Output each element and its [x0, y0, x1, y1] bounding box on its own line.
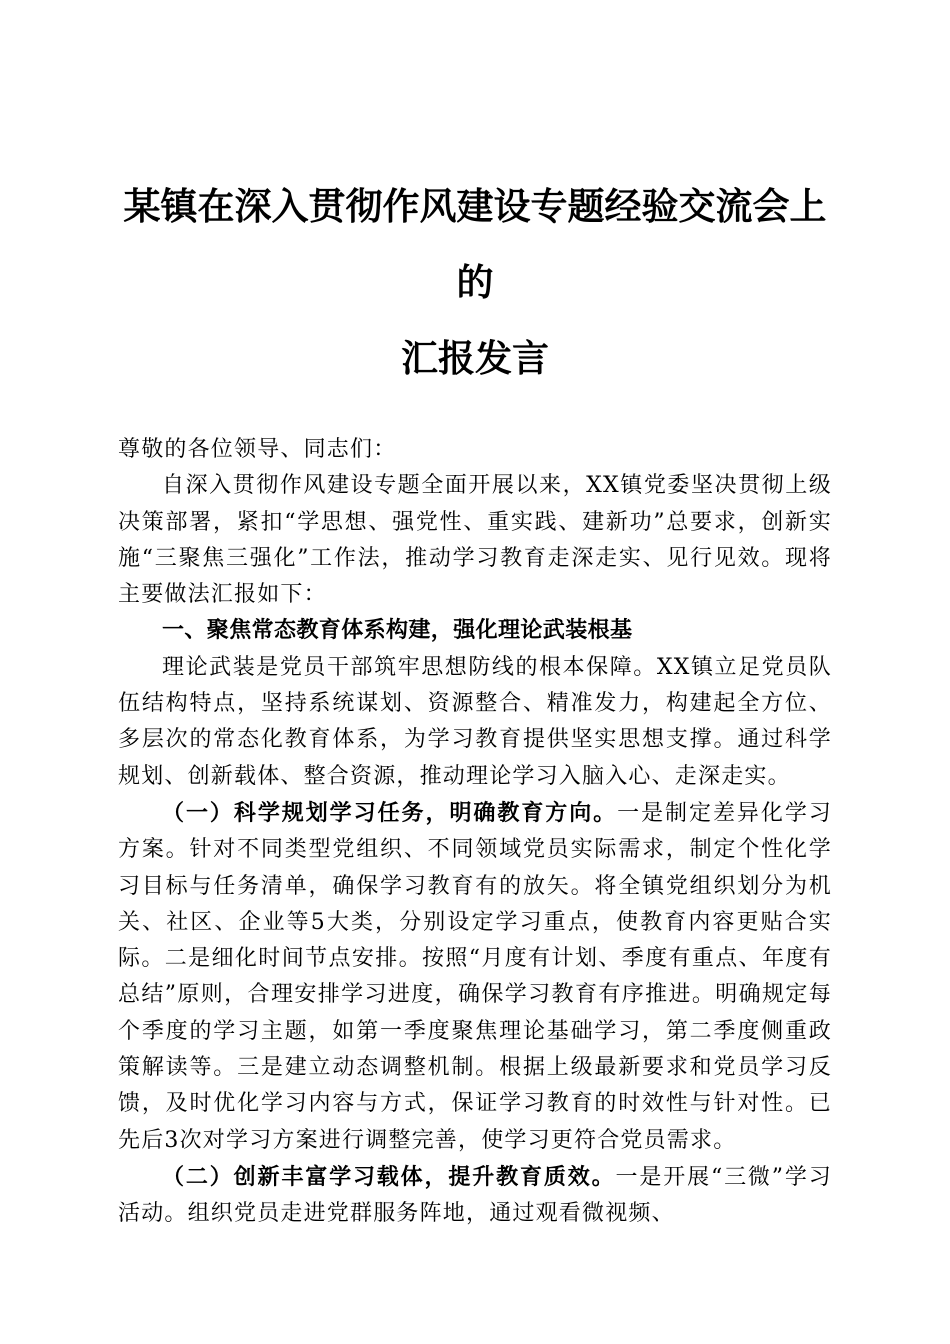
document-body: [118, 432, 832, 1233]
section-1-heading: 一、聚焦常态教育体系构建，强化理论武装根基: [162, 618, 633, 644]
item-1-paragraph: [118, 795, 832, 1159]
item-2-paragraph: [118, 1159, 832, 1233]
item-2-title: （二）创新丰富学习载体，提升教育质效。: [162, 1163, 616, 1190]
intro-paragraph: 自深入贯彻作风建设专题全面开展以来，XX镇党委坚决贯彻上级决策部署，紧扣“学思想、强党性、重实践、建新功”总要求，创新实施“三聚焦三强化”工作法，推动学习教育走深走实、见行见效。现将主要做法汇报如下：: [118, 473, 832, 608]
item-1-title: （一）科学规划学习任务，明确教育方向。: [162, 799, 618, 826]
salutation: 尊敬的各位领导、同志们：: [118, 437, 397, 462]
item-1-body: 一是制定差异化学习方案。针对不同类型党组织、不同领域党员实际需求，制定个性化学习目标与任务清单，确保学习教育有的放矢。将全镇党组织划分为机关、社区、企业等5大类，分别设定学习重点，使教育内容更贴合实际。二是细化时间节点安排。按照“月度有计划、季度有重点、年度有总结”原则，合理安排学习进度，确保学习教育有序推进。明确规定每个季度的学习主题，如第一季度聚焦理论基础学习，第二季度侧重政策解读等。三是建立动态调整机制。根据上级最新要求和党员学习反馈，及时优化学习内容与方式，保证学习教育的时效性与针对性。已先后3次对学习方案进行调整完善，使学习更符合党员需求。: [118, 800, 832, 1153]
title-line-2: 汇报发言: [401, 336, 549, 380]
section-1-paragraph: 理论武装是党员干部筑牢思想防线的根本保障。XX镇立足党员队伍结构特点，坚持系统谋划、资源整合、精准发力，构建起全方位、多层次的常态化教育体系，为学习教育提供坚实思想支撑。通过科学规划、创新载体、整合资源，推动理论学习入脑入心、走深走实。: [118, 654, 832, 789]
title-line-1: 某镇在深入贯彻作风建设专题经验交流会上的: [123, 184, 827, 304]
item-2-body: 一是开展“三微”学习活动。组织党员走进党群服务阵地，通过观看微视频、: [118, 1164, 832, 1227]
document-title: [118, 168, 832, 396]
